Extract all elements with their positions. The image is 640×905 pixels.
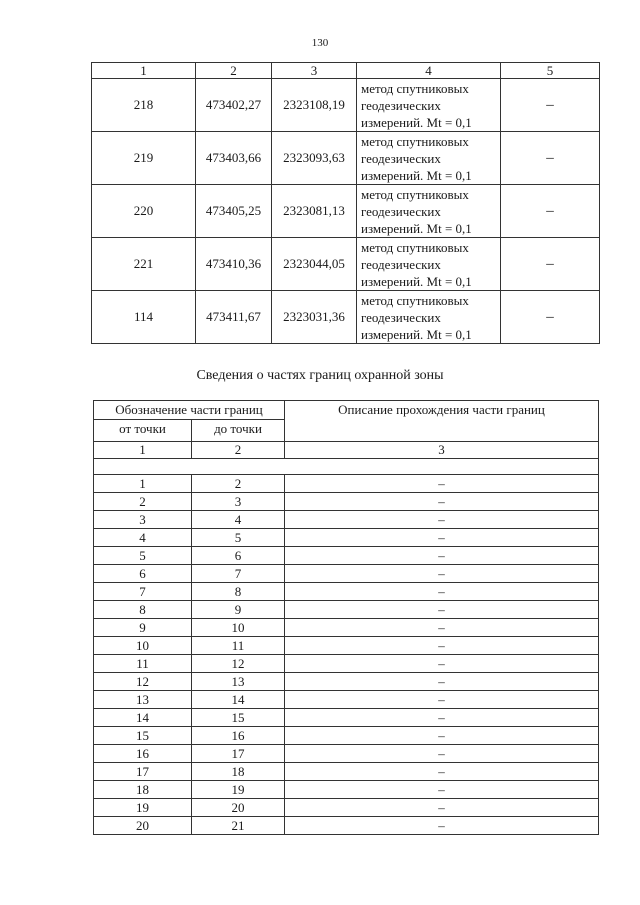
point-cell: 219 — [92, 132, 196, 185]
description-cell: – — [285, 655, 599, 673]
y-coordinate-cell: 2323108,19 — [272, 79, 357, 132]
method-line: метод спутниковых — [361, 133, 469, 149]
from-point-cell: 19 — [94, 799, 192, 817]
from-point-cell: 2 — [94, 493, 192, 511]
table-row — [94, 763, 599, 781]
from-point-cell: 13 — [94, 691, 192, 709]
description-cell: – — [285, 817, 599, 835]
method-line: геодезических — [361, 150, 441, 166]
to-point-cell: 19 — [192, 781, 285, 799]
table-row — [94, 619, 599, 637]
boundary-parts-table — [93, 400, 599, 835]
x-coordinate-cell: 473403,66 — [196, 132, 272, 185]
to-point-cell: 13 — [192, 673, 285, 691]
from-point-cell: 6 — [94, 565, 192, 583]
col-header-1: 1 — [92, 63, 196, 79]
to-point-cell: 10 — [192, 619, 285, 637]
table-row — [94, 817, 599, 835]
table-row — [94, 781, 599, 799]
description-cell: – — [285, 637, 599, 655]
table-row — [94, 691, 599, 709]
note-cell: – — [501, 185, 600, 238]
col-header-5: 5 — [501, 63, 600, 79]
method-line: геодезических — [361, 256, 441, 272]
table-row — [94, 727, 599, 745]
to-point-cell: 7 — [192, 565, 285, 583]
table-row — [92, 185, 600, 238]
table-row — [92, 79, 600, 132]
table-row — [92, 238, 600, 291]
description-cell: – — [285, 475, 599, 493]
method-cell — [357, 238, 501, 291]
method-line: метод спутниковых — [361, 186, 469, 202]
table-row — [94, 637, 599, 655]
table-row — [94, 511, 599, 529]
table-row — [94, 565, 599, 583]
from-point-cell: 8 — [94, 601, 192, 619]
table-row — [92, 291, 600, 344]
from-point-cell: 14 — [94, 709, 192, 727]
table-row — [94, 475, 599, 493]
description-cell: – — [285, 583, 599, 601]
from-point-cell: 11 — [94, 655, 192, 673]
method-cell — [357, 79, 501, 132]
to-point-cell: 17 — [192, 745, 285, 763]
col-header-2: 2 — [196, 63, 272, 79]
description-cell: – — [285, 493, 599, 511]
method-cell — [357, 185, 501, 238]
to-point-cell: 21 — [192, 817, 285, 835]
method-line: метод спутниковых — [361, 80, 469, 96]
note-cell: – — [501, 238, 600, 291]
to-point-cell: 20 — [192, 799, 285, 817]
table-row — [94, 673, 599, 691]
table-row — [94, 601, 599, 619]
column-number: 1 — [94, 442, 192, 459]
to-point-cell: 3 — [192, 493, 285, 511]
column-numbers-row — [94, 442, 599, 459]
to-point-cell: 15 — [192, 709, 285, 727]
from-point-cell: 17 — [94, 763, 192, 781]
to-point-cell: 12 — [192, 655, 285, 673]
description-cell: – — [285, 799, 599, 817]
description-cell: – — [285, 709, 599, 727]
from-point-cell: 5 — [94, 547, 192, 565]
table-row — [94, 745, 599, 763]
to-point-cell: 18 — [192, 763, 285, 781]
from-point-cell: 18 — [94, 781, 192, 799]
description-cell: – — [285, 763, 599, 781]
point-cell: 114 — [92, 291, 196, 344]
description-cell: – — [285, 745, 599, 763]
x-coordinate-cell: 473411,67 — [196, 291, 272, 344]
method-cell — [357, 132, 501, 185]
from-point-cell: 4 — [94, 529, 192, 547]
header-to-point: до точки — [192, 420, 285, 442]
coordinates-header-row — [92, 63, 600, 79]
description-cell: – — [285, 565, 599, 583]
point-cell: 220 — [92, 185, 196, 238]
method-line: метод спутниковых — [361, 292, 469, 308]
to-point-cell: 6 — [192, 547, 285, 565]
description-cell: – — [285, 619, 599, 637]
description-cell: – — [285, 691, 599, 709]
y-coordinate-cell: 2323093,63 — [272, 132, 357, 185]
point-cell: 221 — [92, 238, 196, 291]
table-row — [94, 529, 599, 547]
column-number: 3 — [285, 442, 599, 459]
method-line: метод спутниковых — [361, 239, 469, 255]
to-point-cell: 11 — [192, 637, 285, 655]
to-point-cell: 14 — [192, 691, 285, 709]
description-cell: – — [285, 673, 599, 691]
from-point-cell: 16 — [94, 745, 192, 763]
method-line: геодезических — [361, 97, 441, 113]
col-header-4: 4 — [357, 63, 501, 79]
table-row — [94, 709, 599, 727]
description-cell: – — [285, 511, 599, 529]
from-point-cell: 9 — [94, 619, 192, 637]
section-title: Сведения о частях границ охранной зоны — [196, 368, 444, 383]
header-description: Описание прохождения части границ — [285, 401, 599, 442]
spacer-row — [94, 459, 599, 475]
x-coordinate-cell: 473402,27 — [196, 79, 272, 132]
method-line: геодезических — [361, 203, 441, 219]
note-cell: – — [501, 132, 600, 185]
from-point-cell: 10 — [94, 637, 192, 655]
header-from-point: от точки — [94, 420, 192, 442]
description-cell: – — [285, 727, 599, 745]
method-cell — [357, 291, 501, 344]
description-cell: – — [285, 547, 599, 565]
table-row — [94, 799, 599, 817]
to-point-cell: 8 — [192, 583, 285, 601]
to-point-cell: 4 — [192, 511, 285, 529]
method-line: измерений. Mt = 0,1 — [361, 114, 472, 130]
y-coordinate-cell: 2323081,13 — [272, 185, 357, 238]
column-number: 2 — [192, 442, 285, 459]
description-cell: – — [285, 601, 599, 619]
spacer-cell — [94, 459, 599, 475]
y-coordinate-cell: 2323044,05 — [272, 238, 357, 291]
header-group-label: Обозначение части границ — [94, 401, 285, 420]
page-number: 130 — [311, 37, 329, 49]
method-line: геодезических — [361, 309, 441, 325]
x-coordinate-cell: 473405,25 — [196, 185, 272, 238]
table-row — [94, 547, 599, 565]
method-line: измерений. Mt = 0,1 — [361, 326, 472, 342]
description-cell: – — [285, 529, 599, 547]
to-point-cell: 9 — [192, 601, 285, 619]
from-point-cell: 15 — [94, 727, 192, 745]
col-header-3: 3 — [272, 63, 357, 79]
method-line: измерений. Mt = 0,1 — [361, 273, 472, 289]
coordinates-table — [91, 62, 600, 344]
to-point-cell: 16 — [192, 727, 285, 745]
description-cell: – — [285, 781, 599, 799]
x-coordinate-cell: 473410,36 — [196, 238, 272, 291]
method-line: измерений. Mt = 0,1 — [361, 220, 472, 236]
from-point-cell: 1 — [94, 475, 192, 493]
from-point-cell: 12 — [94, 673, 192, 691]
to-point-cell: 2 — [192, 475, 285, 493]
from-point-cell: 7 — [94, 583, 192, 601]
table-row — [94, 583, 599, 601]
from-point-cell: 3 — [94, 511, 192, 529]
note-cell: – — [501, 291, 600, 344]
from-point-cell: 20 — [94, 817, 192, 835]
table-row — [94, 493, 599, 511]
point-cell: 218 — [92, 79, 196, 132]
to-point-cell: 5 — [192, 529, 285, 547]
y-coordinate-cell: 2323031,36 — [272, 291, 357, 344]
table-row — [94, 655, 599, 673]
method-line: измерений. Mt = 0,1 — [361, 167, 472, 183]
table-row — [92, 132, 600, 185]
note-cell: – — [501, 79, 600, 132]
